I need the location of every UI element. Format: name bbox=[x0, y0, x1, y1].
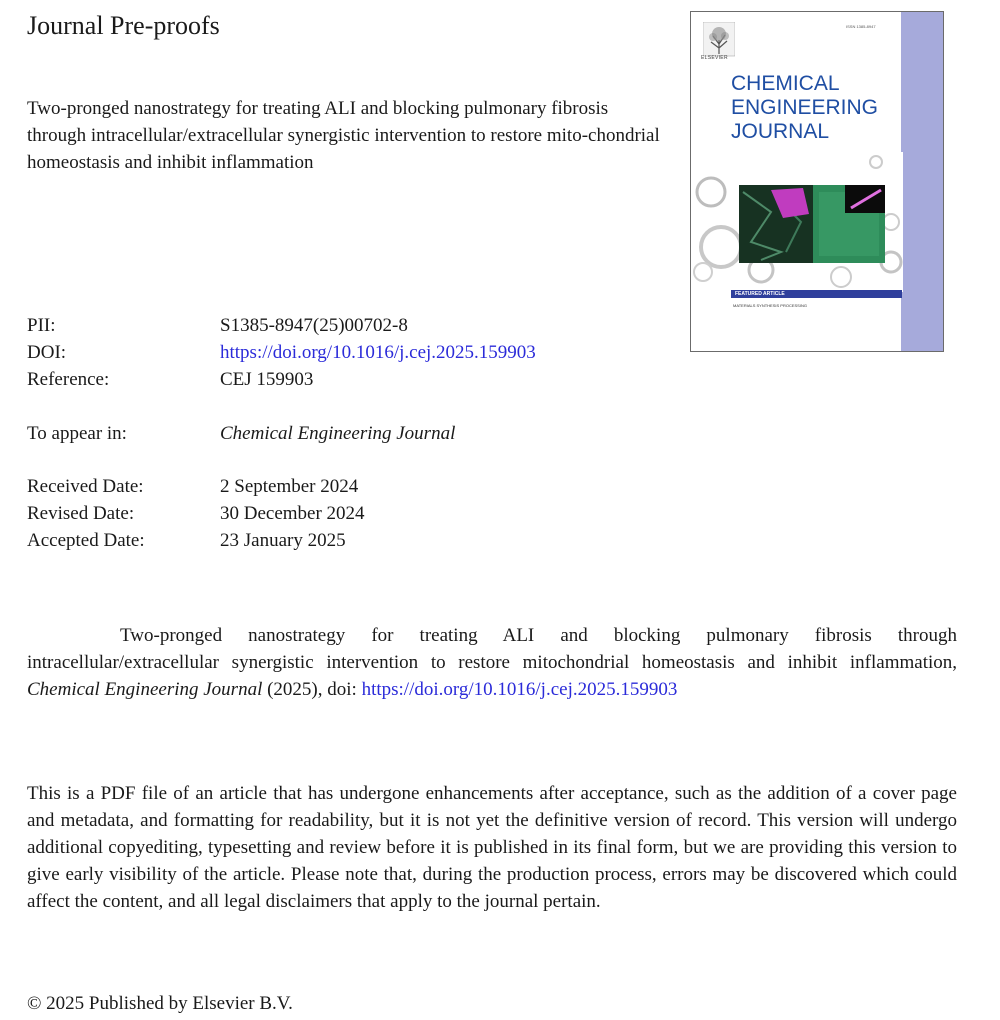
citation-year: (2025), doi: bbox=[267, 679, 357, 700]
doi-link[interactable]: https://doi.org/10.1016/j.cej.2025.159903 bbox=[220, 342, 536, 363]
disclaimer: This is a PDF file of an article that has undergone enhancements after acceptance, such as the addition of a cover page and metadata, and formatting for readability, but it is not yet the definitive version of record. This version will undergo additional copyediting, typesetting and review before it is published in its final form, but we are providing this version to give early visibility of the article. Please note that, during the production process, errors may be discovered which could affect the content, and all legal disclaimers that apply to the journal pertain. bbox=[27, 783, 957, 912]
cover-publisher: ELSEVIER bbox=[701, 55, 728, 61]
cover-artwork-icon bbox=[691, 152, 903, 292]
accepted-label: Accepted Date: bbox=[27, 530, 145, 551]
received-value: 2 September 2024 bbox=[220, 476, 359, 497]
header-title: Journal Pre-proofs bbox=[27, 11, 220, 40]
accepted-value: 23 January 2025 bbox=[220, 530, 346, 551]
cover-issn: ISSN 1385-8947 bbox=[846, 24, 876, 29]
meta-revised bbox=[27, 500, 667, 527]
meta-doi bbox=[27, 339, 667, 366]
citation-text: Two-pronged nanostrategy for treating ALI and blocking pulmonary fibrosis through intracellular/extracellular synergistic intervention to restore mitochondrial homeostasis and inhibit inflammation, bbox=[27, 625, 957, 673]
revised-value: 30 December 2024 bbox=[220, 503, 365, 524]
citation-doi-link[interactable]: https://doi.org/10.1016/j.cej.2025.159903 bbox=[361, 679, 678, 700]
cover-feature-text: MATERIALS SYNTHESIS PROCESSING bbox=[733, 303, 807, 308]
citation-journal: Chemical Engineering Journal bbox=[27, 679, 263, 700]
copyright: © 2025 Published by Elsevier B.V. bbox=[27, 993, 293, 1014]
journal-cover bbox=[690, 11, 944, 352]
reference-value: CEJ 159903 bbox=[220, 369, 314, 390]
cover-featured-band: FEATURED ARTICLE bbox=[731, 290, 902, 298]
meta-received bbox=[27, 473, 667, 500]
appear-label: To appear in: bbox=[27, 423, 127, 444]
meta-accepted bbox=[27, 527, 667, 554]
meta-pii bbox=[27, 312, 667, 339]
pii-label: PII: bbox=[27, 315, 56, 336]
cover-title: CHEMICAL ENGINEERING JOURNAL bbox=[731, 72, 879, 143]
meta-reference bbox=[27, 366, 667, 393]
citation bbox=[27, 622, 957, 703]
reference-label: Reference: bbox=[27, 369, 110, 390]
appear-value: Chemical Engineering Journal bbox=[220, 423, 456, 444]
received-label: Received Date: bbox=[27, 476, 144, 497]
doi-label: DOI: bbox=[27, 342, 67, 363]
meta-appear bbox=[27, 420, 667, 447]
cover-strip bbox=[901, 12, 943, 351]
article-title: Two-pronged nanostrategy for treating ALI and blocking pulmonary fibrosis through intracellular/extracellular synergistic intervention to restore mito-chondrial homeostasis and inhibit inflammation bbox=[27, 98, 660, 173]
revised-label: Revised Date: bbox=[27, 503, 135, 524]
pii-value: S1385-8947(25)00702-8 bbox=[220, 315, 408, 336]
